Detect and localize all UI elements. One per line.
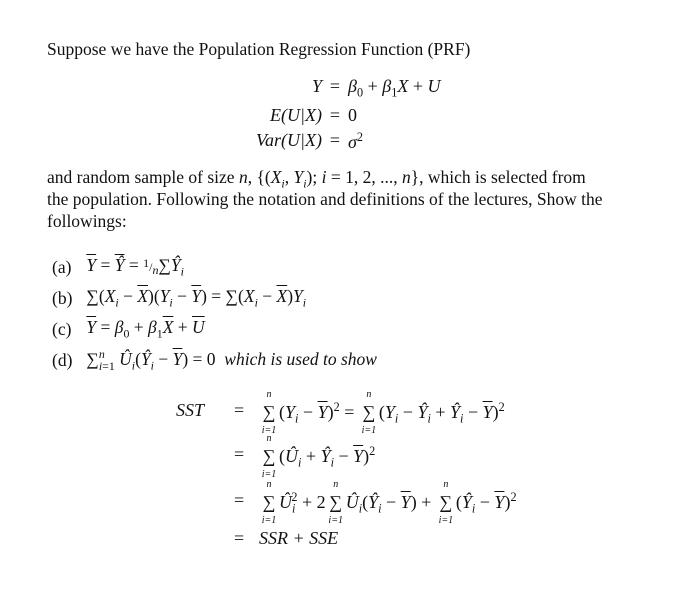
- sst-final: SSR + SSE: [259, 528, 339, 548]
- prf-equations: [232, 76, 508, 153]
- document-page: Suppose we have the Population Regression Function (PRF) Y = $\beta_0 + \beta_1X + U$ E(U|X) = 0 Var(U|X) = $\sigma^2$ and random sample of size n, {($X_i$, $Y_i$); i = 1, 2, ..., n}, which is selected from the population. Following the notation and definitions of the lectures, Show the followings: (a) $\overline{Y} = \overline{Ŷ}$ = $^1/n\sum Ŷ_i$ (b) $\sum(X_i - \overline{X})(Y_i - \overline{Y}) = \sum(X_i - \overline{X})Y_i$ (c) $\overline{Y} = \beta_0 + \beta_1\overline{X} + \overline{U}$ (d) ∑$^n_{i=1}$ $Û_i(Ŷ_i - \overline{Y}) = 0$ which is used to show SST = n ∑ i=1 $(Y_i - \overline{Y})^2$ = n ∑ i=1 ($Y_i$ − $Ŷ_i$ + $Ŷ_i - \overline{Y})^2$ = n ∑ i=1 ($Û_i$ + $Ŷ_i - \overline{Y})^2$ = n ∑ i=1 $Û_i^2 + 2$ n ∑ i=1 $Û_i(Ŷ_i - \overline{Y})$ + n ∑ i=1 $(Ŷ_i - \overline{Y})^2$ = SSR + SSE: [47, 39, 603, 548]
- sample-text-line-2: the population. Following the notation and definitions of the lectures, Show the: [47, 189, 603, 209]
- prf-rhs-2: 0: [348, 104, 357, 125]
- item-c-label: (c): [52, 319, 72, 339]
- item-d-label: (d): [52, 350, 73, 370]
- item-b-label: (b): [52, 288, 73, 308]
- sample-text-line-3: followings:: [47, 211, 127, 231]
- prf-rhs-1: $\beta_0 + \beta_1X + U$: [348, 76, 441, 100]
- sst-rel-2: =: [234, 444, 245, 464]
- item-d-expr: ∑$^n_{i=1}$ $Û_i(Ŷ_i - \overline{Y}) = 0$ which is used to show: [82, 347, 377, 373]
- sst-rel-4: =: [234, 528, 245, 548]
- prf-rel-1: =: [329, 76, 341, 96]
- item-c-expr: $\overline{Y} = \beta_0 + \beta_1\overline{X} + \overline{U}$: [86, 317, 205, 341]
- item-b: [52, 283, 377, 314]
- prf-lhs-3: Var(U|X): [256, 129, 322, 150]
- item-d: [52, 345, 377, 376]
- item-a-expr: $\overline{Y} = \overline{Ŷ}$ = $^1/n\sum Ŷ_i$: [86, 255, 184, 279]
- sst-lhs: SST: [176, 400, 205, 420]
- item-c: [52, 314, 377, 345]
- sst-rel-1: =: [234, 400, 245, 420]
- exercise-list: [52, 252, 377, 376]
- prf-rel-2: =: [329, 104, 341, 125]
- item-a: [52, 252, 377, 283]
- prf-rel-3: =: [329, 129, 341, 150]
- sst-rel-3: =: [234, 490, 245, 510]
- prf-rhs-3: $\sigma^2$: [348, 129, 364, 152]
- sample-text-line-1: and random sample of size n, {($X_i$, $Y_i$); i = 1, 2, ..., n}, which is selected from: [47, 167, 586, 191]
- prf-lhs-1: Y: [311, 76, 322, 96]
- prf-lhs-2: E(U|X): [270, 104, 322, 125]
- item-a-label: (a): [52, 257, 72, 277]
- item-b-expr: $\sum(X_i - \overline{X})(Y_i - \overline{Y}) = \sum(X_i - \overline{X})Y_i$: [82, 286, 307, 310]
- intro-text: Suppose we have the Population Regression Function (PRF): [47, 39, 471, 59]
